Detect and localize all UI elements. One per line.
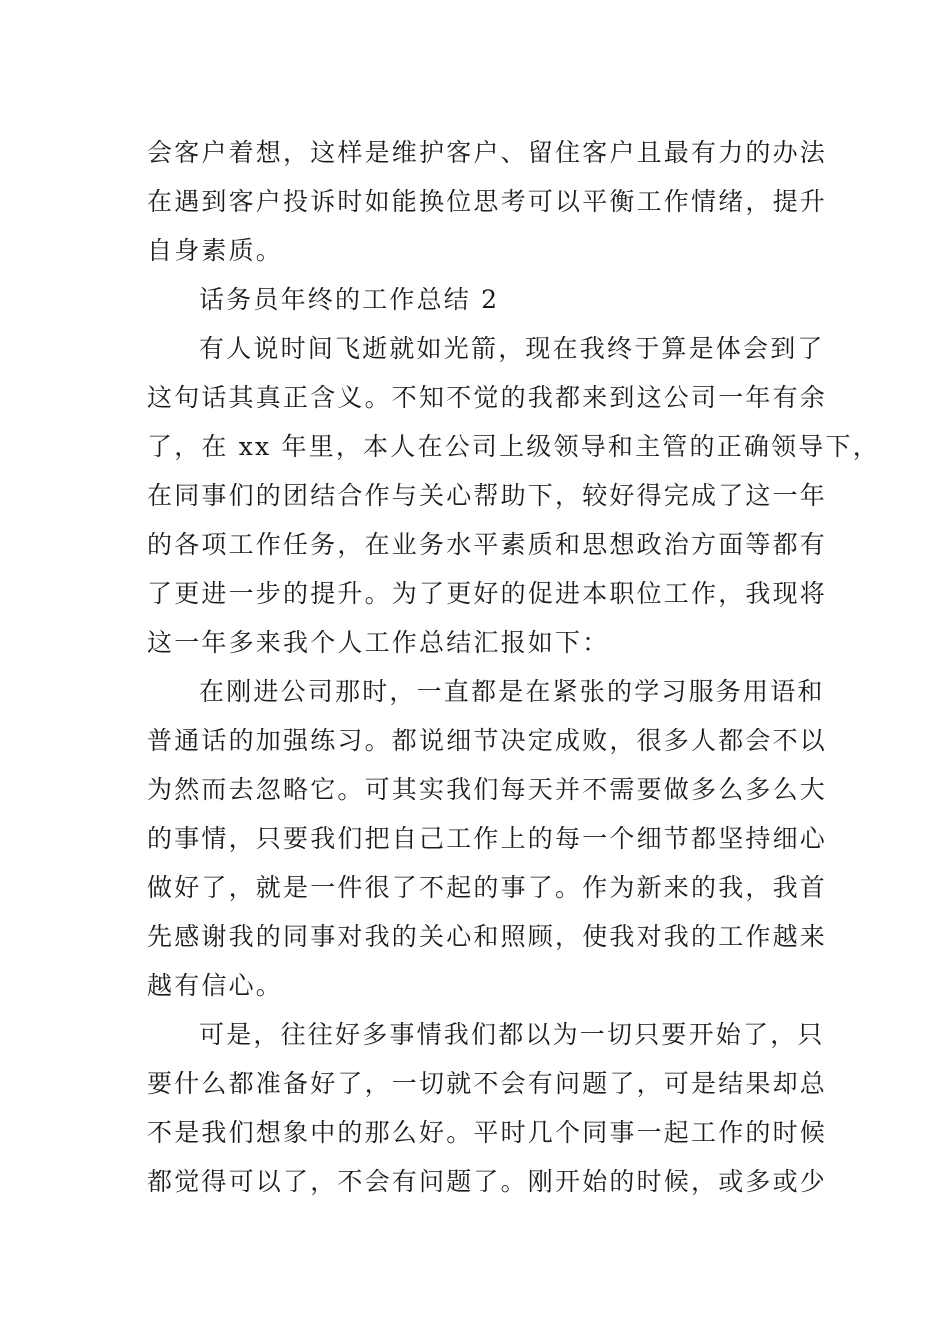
paragraph-3 <box>147 667 827 1010</box>
paragraph-3-line-1: 在刚进公司那时，一直都是在紧张的学习服务用语和 <box>199 677 825 706</box>
paragraph-3-line-7: 越有信心。 <box>147 971 284 1000</box>
paragraph-1-line-2: 在遇到客户投诉时如能换位思考可以平衡工作情绪，提升 <box>147 187 828 216</box>
paragraph-4 <box>147 1010 827 1206</box>
paragraph-1-line-1: 会客户着想，这样是维护客户、留住客户且最有力的办法 <box>147 138 828 167</box>
paragraph-2-line-6: 了更进一步的提升。为了更好的促进本职位工作，我现将 <box>147 579 828 608</box>
paragraph-3-line-4: 的事情，只要我们把自己工作上的每一个细节都坚持细心 <box>147 824 828 853</box>
document-body <box>147 128 880 1206</box>
paragraph-3-line-5: 做好了，就是一件很了不起的事了。作为新来的我，我首 <box>147 873 828 902</box>
paragraph-2 <box>147 324 880 667</box>
paragraph-2-line-5: 的各项工作任务，在业务水平素质和思想政治方面等都有 <box>147 530 828 559</box>
paragraph-2-line-4: 在同事们的团结合作与关心帮助下，较好得完成了这一年 <box>147 481 828 510</box>
paragraph-1-line-3: 自身素质。 <box>147 236 284 265</box>
paragraph-1 <box>147 128 827 275</box>
paragraph-4-line-4: 都觉得可以了，不会有问题了。刚开始的时候，或多或少 <box>147 1167 828 1196</box>
section-heading <box>147 275 827 324</box>
paragraph-3-line-2: 普通话的加强练习。都说细节决定成败，很多人都会不以 <box>147 726 828 755</box>
paragraph-3-line-6: 先感谢我的同事对我的关心和照顾，使我对我的工作越来 <box>147 922 828 951</box>
paragraph-2-line-1: 有人说时间飞逝就如光箭，现在我终于算是体会到了 <box>199 334 825 363</box>
paragraph-3-line-3: 为然而去忽略它。可其实我们每天并不需要做多么多么大 <box>147 775 828 804</box>
paragraph-2-line-7: 这一年多来我个人工作总结汇报如下： <box>147 628 610 657</box>
paragraph-2-line-2: 这句话其真正含义。不知不觉的我都来到这公司一年有余 <box>147 383 828 412</box>
section-heading-text: 话务员年终的工作总结 2 <box>199 285 500 314</box>
paragraph-4-line-2: 要什么都准备好了，一切就不会有问题了，可是结果却总 <box>147 1069 828 1098</box>
paragraph-4-line-1: 可是，往往好多事情我们都以为一切只要开始了，只 <box>199 1020 825 1049</box>
paragraph-2-line-3: 了，在 xx 年里，本人在公司上级领导和主管的正确领导下， <box>147 432 880 461</box>
paragraph-4-line-3: 不是我们想象中的那么好。平时几个同事一起工作的时候 <box>147 1118 828 1147</box>
